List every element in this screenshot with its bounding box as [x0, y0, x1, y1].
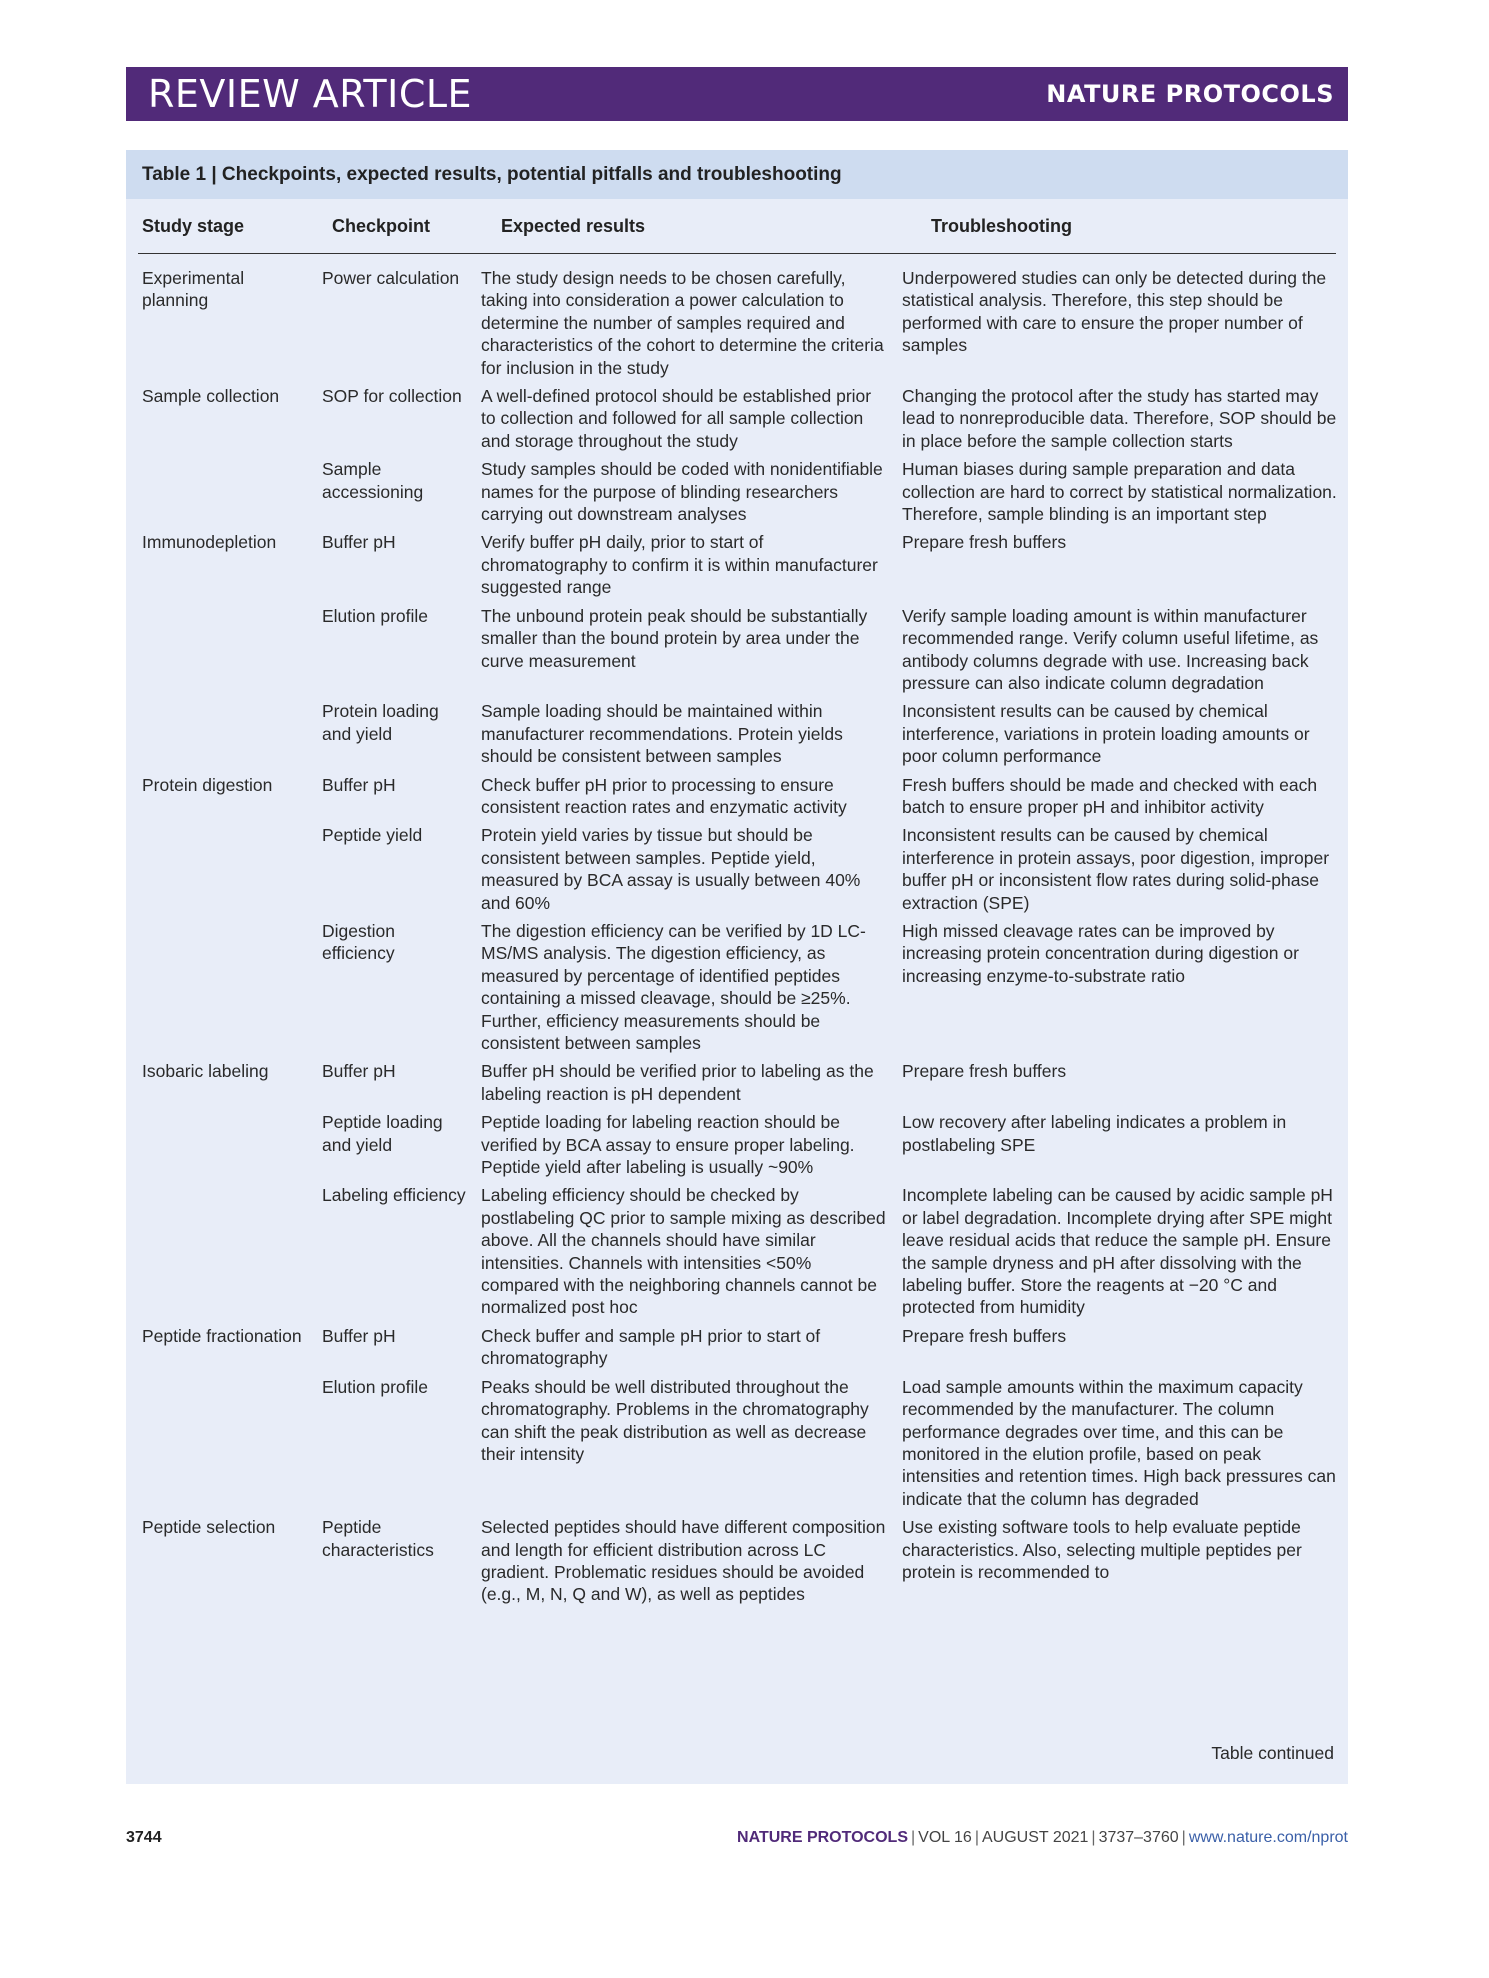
troubleshooting-cell: Inconsistent results can be caused by chemical interference, variations in protein loading amounts or poor column performance	[902, 701, 1310, 767]
troubleshooting-cell: Fresh buffers should be made and checked with each batch to ensure proper pH and inhibitor activity	[902, 774, 1318, 817]
column-header-checkpoint: Checkpoint	[332, 216, 431, 236]
troubleshooting-cell: Inconsistent results can be caused by chemical interference in protein assays, poor digestion, improper buffer pH or inconsistent flow rates during solid-phase extraction (SPE)	[902, 825, 1330, 913]
troubleshooting-cell: Incomplete labeling can be caused by acidic sample pH or label degradation. Incomplete drying after SPE might leave residual acids that reduce the sample pH. Ensure the sample dryness and pH after dissolving with the labeling buffer. Store the reagents at −20 °C and protected from humidity	[902, 1185, 1333, 1318]
checkpoint-cell: Elution profile	[322, 1376, 429, 1397]
expected-results-cell: The study design needs to be chosen carefully, taking into consideration a power calculation to determine the number of samples required and characteristics of the cohort to determine the criteria for inclusion in the study	[481, 268, 884, 378]
column-header-expected-results: Expected results	[501, 216, 646, 236]
table-body	[136, 267, 1348, 1612]
citation-footer: NATURE PROTOCOLS | VOL 16 | AUGUST 2021 | 3737–3760 | www.nature.com/nprot	[737, 1829, 1348, 1846]
checkpoint-cell: Buffer pH	[322, 774, 396, 795]
troubleshooting-cell: Prepare fresh buffers	[902, 1325, 1067, 1346]
checkpoint-cell: Elution profile	[322, 605, 429, 626]
troubleshooting-cell: Human biases during sample preparation and data collection are hard to correct by statistical normalization. Therefore, sample blinding is an important step	[902, 459, 1337, 525]
study-stage-cell	[136, 920, 316, 1060]
study-stage-cell	[136, 1184, 316, 1324]
troubleshooting-cell: High missed cleavage rates can be improved by increasing protein concentration during digestion or increasing enzyme-to-substrate ratio	[902, 920, 1299, 986]
article-banner	[126, 67, 1348, 121]
troubleshooting-cell: Load sample amounts within the maximum capacity recommended by the manufacturer. The column performance degrades over time, and this can be monitored in the elution profile, based on peak intensities and retention times. High back pressures can indicate that the column has degraded	[902, 1376, 1336, 1509]
expected-results-cell: Study samples should be coded with nonidentifiable names for the purpose of blinding researchers carrying out downstream analyses	[481, 459, 883, 525]
checkpoint-cell: Labeling efficiency	[322, 1185, 466, 1206]
expected-results-cell: The digestion efficiency can be verified by 1D LC-MS/MS analysis. The digestion efficiency, as measured by percentage of identified peptides containing a missed cleavage, should be ≥25%. Further, efficiency measurements should be consistent between samples	[481, 920, 866, 1053]
study-stage-cell	[136, 458, 316, 531]
table-header	[126, 199, 1348, 255]
troubleshooting-cell: Verify sample loading amount is within manufacturer recommended range. Verify column useful lifetime, as antibody columns degrade with use. Increasing back pressure can also indicate column degradation	[902, 605, 1319, 693]
expected-results-cell: Sample loading should be maintained within manufacturer recommendations. Protein yields should be consistent between samples	[481, 701, 843, 767]
journal-name: NATURE PROTOCOLS	[1046, 80, 1334, 108]
table-row	[136, 700, 1348, 773]
table-row	[136, 605, 1348, 701]
expected-results-cell: Buffer pH should be verified prior to labeling as the labeling reaction is pH dependent	[481, 1061, 874, 1104]
table-row	[136, 824, 1348, 920]
expected-results-cell: Check buffer pH prior to processing to ensure consistent reaction rates and enzymatic activity	[481, 774, 847, 817]
table-title: Table 1 | Checkpoints, expected results, potential pitfalls and troubleshooting	[126, 150, 1348, 199]
checkpoint-cell: Sample accessioning	[322, 459, 424, 502]
expected-results-cell: Selected peptides should have different composition and length for efficient distribution across LC gradient. Problematic residues should be avoided (e.g., M, N, Q and W), as well as peptides	[481, 1517, 886, 1605]
checkpoint-cell: SOP for collection	[322, 386, 462, 407]
table-row	[136, 267, 1348, 385]
study-stage-cell	[136, 824, 316, 920]
table-row	[136, 1325, 1348, 1376]
table-1	[126, 150, 1348, 1784]
checkpoint-cell: Protein loading and yield	[322, 701, 439, 744]
table-row	[136, 1376, 1348, 1516]
checkpoint-cell: Buffer pH	[322, 1061, 396, 1082]
troubleshooting-cell: Prepare fresh buffers	[902, 532, 1067, 553]
study-stage-cell	[136, 1111, 316, 1184]
page-number: 3744	[126, 1829, 162, 1846]
study-stage-cell	[136, 605, 316, 701]
checkpoint-cell: Buffer pH	[322, 532, 396, 553]
troubleshooting-cell: Low recovery after labeling indicates a problem in postlabeling SPE	[902, 1112, 1287, 1155]
study-stage-cell: Protein digestion	[142, 774, 273, 795]
expected-results-cell: Protein yield varies by tissue but should be consistent between samples. Peptide yield, measured by BCA assay is usually between 40% and 60%	[481, 825, 861, 913]
study-stage-cell: Immunodepletion	[142, 532, 277, 553]
checkpoint-cell: Peptide characteristics	[322, 1517, 434, 1560]
table-row	[136, 458, 1348, 531]
troubleshooting-cell: Changing the protocol after the study has started may lead to nonreproducible data. Therefore, SOP should be in place before the sample collection starts	[902, 386, 1337, 451]
footer-pages: 3737–3760	[1098, 1829, 1179, 1846]
study-stage-cell	[136, 1376, 316, 1516]
table-row	[136, 1060, 1348, 1111]
header-divider	[138, 253, 1336, 254]
column-header-troubleshooting: Troubleshooting	[931, 216, 1072, 236]
footer-url-link[interactable]: www.nature.com/nprot	[1188, 1829, 1348, 1846]
checkpoint-cell: Peptide yield	[322, 825, 423, 846]
study-stage-cell: Experimental planning	[142, 268, 245, 311]
expected-results-cell: The unbound protein peak should be substantially smaller than the bound protein by area under the curve measurement	[481, 605, 868, 671]
table-row	[136, 774, 1348, 825]
troubleshooting-cell: Prepare fresh buffers	[902, 1061, 1067, 1082]
checkpoint-cell: Buffer pH	[322, 1325, 396, 1346]
table-row	[136, 1516, 1348, 1612]
table-row	[136, 1111, 1348, 1184]
study-stage-cell: Sample collection	[142, 386, 280, 407]
study-stage-cell	[136, 700, 316, 773]
checkpoint-cell: Power calculation	[322, 268, 460, 288]
troubleshooting-cell: Use existing software tools to help evaluate peptide characteristics. Also, selecting multiple peptides per protein is recommended to	[902, 1517, 1302, 1582]
table-row	[136, 385, 1348, 458]
troubleshooting-cell: Underpowered studies can only be detected during the statistical analysis. Therefore, this step should be performed with care to ensure the proper number of samples	[902, 268, 1327, 356]
column-header-study-stage: Study stage	[142, 216, 245, 236]
study-stage-cell: Peptide selection	[142, 1517, 276, 1538]
expected-results-cell: Verify buffer pH daily, prior to start of chromatography to confirm it is within manufacturer suggested range	[481, 532, 878, 598]
article-type: REVIEW ARTICLE	[148, 72, 473, 116]
footer-date: AUGUST 2021	[981, 1829, 1089, 1846]
checkpoint-cell: Peptide loading and yield	[322, 1112, 443, 1155]
expected-results-cell: Peaks should be well distributed throughout the chromatography. Problems in the chromatography can shift the peak distribution as well as decrease their intensity	[481, 1376, 869, 1464]
table-row	[136, 920, 1348, 1060]
table-row	[136, 1184, 1348, 1324]
table-row	[136, 531, 1348, 604]
expected-results-cell: Peptide loading for labeling reaction should be verified by BCA assay to ensure proper labeling. Peptide yield after labeling is usually ~90%	[481, 1112, 855, 1178]
study-stage-cell: Peptide fractionation	[142, 1325, 302, 1346]
expected-results-cell: A well-defined protocol should be established prior to collection and followed for all sample collection and storage throughout the study	[481, 386, 872, 451]
study-stage-cell: Isobaric labeling	[142, 1061, 269, 1082]
expected-results-cell: Labeling efficiency should be checked by postlabeling QC prior to sample mixing as described above. All the channels should have similar intensities. Channels with intensities <50% compared with the neighboring channels cannot be normalized post hoc	[481, 1185, 886, 1318]
table-continued-note: Table continued	[1211, 1743, 1334, 1763]
footer-volume: VOL 16	[918, 1829, 972, 1846]
expected-results-cell: Check buffer and sample pH prior to start of chromatography	[481, 1325, 821, 1369]
checkpoint-cell: Digestion efficiency	[322, 920, 395, 964]
footer-journal: NATURE PROTOCOLS	[737, 1829, 908, 1846]
